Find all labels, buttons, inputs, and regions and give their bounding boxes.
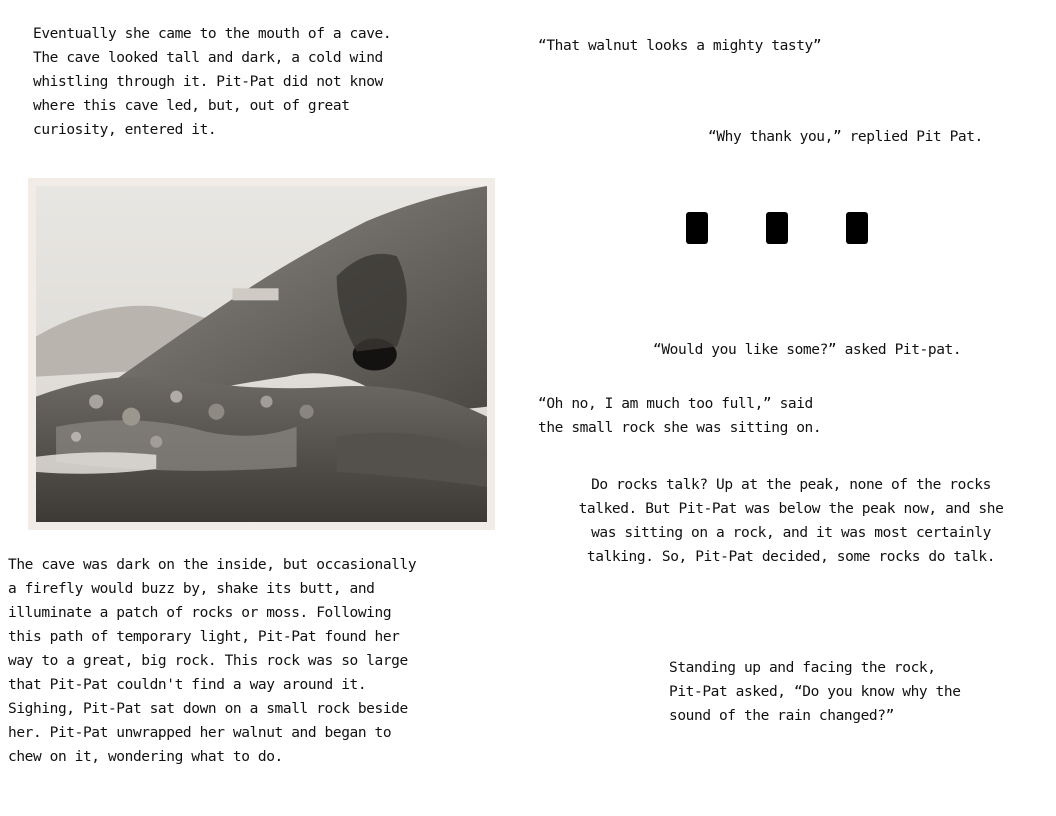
standing-paragraph: Standing up and facing the rock, Pit-Pat asked, “Do you know why the sound of the rain changed?”	[669, 660, 961, 724]
intro-paragraph: Eventually she came to the mouth of a cave. The cave looked tall and dark, a cold wind whistling through it. Pit-Pat did not know where this cave led, but, out of great curiosity, entered it.	[33, 26, 392, 138]
rocks-talk-paragraph: Do rocks talk? Up at the peak, none of the rocks talked. But Pit-Pat was below the peak now, and she was sitting on a rock, and it was most certainly talking. So, Pit-Pat decided, some rocks do talk.	[578, 477, 1004, 565]
separator-block-icon	[766, 212, 788, 244]
would-line: “Would you like some?” asked Pit-pat.	[653, 342, 962, 358]
oh-no-line: “Oh no, I am much too full,” said the small rock she was sitting on.	[538, 396, 822, 436]
separator-block-icon	[846, 212, 868, 244]
cave-photo	[28, 178, 495, 530]
cave-photo-image	[36, 186, 487, 522]
cave-paragraph: The cave was dark on the inside, but occasionally a firefly would buzz by, shake its butt, and illuminate a patch of rocks or moss. Following this path of temporary light, Pit-Pat found her way to a great, big rock. This rock was so large that Pit-Pat couldn't find a way around it. Sighing, Pit-Pat sat down on a small rock beside her. Pit-Pat unwrapped her walnut and began to chew on it, wondering what to do.	[8, 557, 417, 765]
right-page	[528, 0, 1056, 816]
section-separator	[686, 212, 886, 246]
separator-block-icon	[686, 212, 708, 244]
walnut-line: “That walnut looks a mighty tasty”	[538, 38, 822, 54]
thanks-line: “Why thank you,” replied Pit Pat.	[708, 129, 983, 145]
